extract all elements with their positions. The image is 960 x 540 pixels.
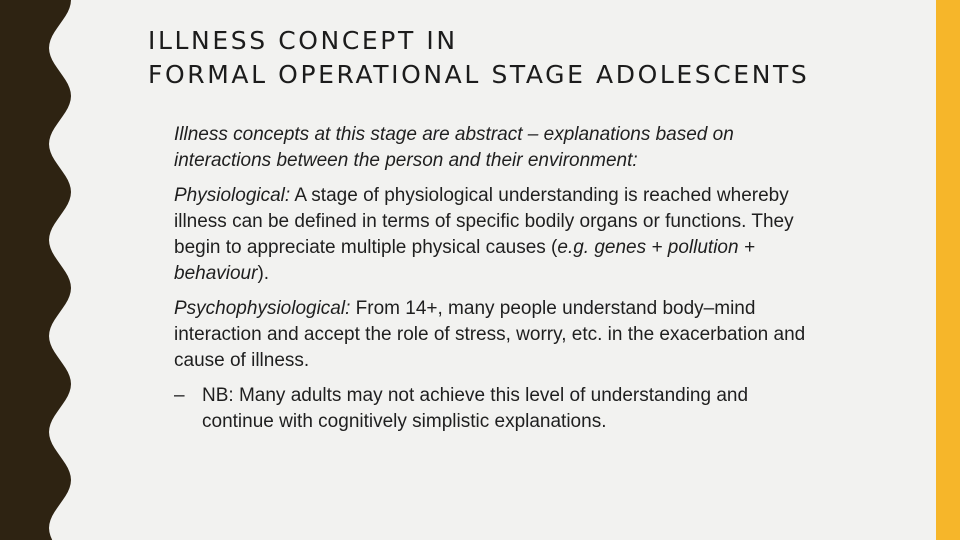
physiological-label: Physiological:	[174, 184, 291, 206]
dash-bullet: –	[174, 384, 185, 406]
title-line-1: ILLNESS CONCEPT IN	[148, 26, 458, 55]
physiological-example: e.g. genes + pollution + behaviour	[174, 237, 755, 285]
physiological-text: A stage of physiological understanding is reached whereby illness can be defined in terms of specific bodily organs or functions. They begin to appreciate multiple physical causes (	[174, 184, 794, 259]
physiological-end: ).	[257, 263, 270, 285]
slide-body	[174, 122, 814, 435]
physiological-paragraph	[174, 183, 814, 288]
accent-stripe	[936, 0, 960, 540]
intro-paragraph: Illness concepts at this stage are abstract – explanations based on interactions between the person and their environment:	[174, 124, 734, 172]
title-line-2: FORMAL OPERATIONAL STAGE ADOLESCENTS	[148, 60, 810, 89]
wavy-border-shape	[0, 0, 71, 540]
nb-note	[174, 383, 814, 436]
psychophysiological-label: Psychophysiological:	[174, 297, 351, 319]
psychophysiological-paragraph	[174, 296, 814, 375]
wavy-left-border	[0, 0, 80, 540]
accent-stripe-fill	[936, 0, 960, 540]
slide-title	[148, 24, 908, 92]
nb-note-text: NB: Many adults may not achieve this level of understanding and continue with cognitively simplistic explanations.	[202, 384, 749, 432]
psychophysiological-text: From 14+, many people understand body–mind interaction and accept the role of stress, worry, etc. in the exacerbation and cause of illness.	[174, 297, 806, 372]
